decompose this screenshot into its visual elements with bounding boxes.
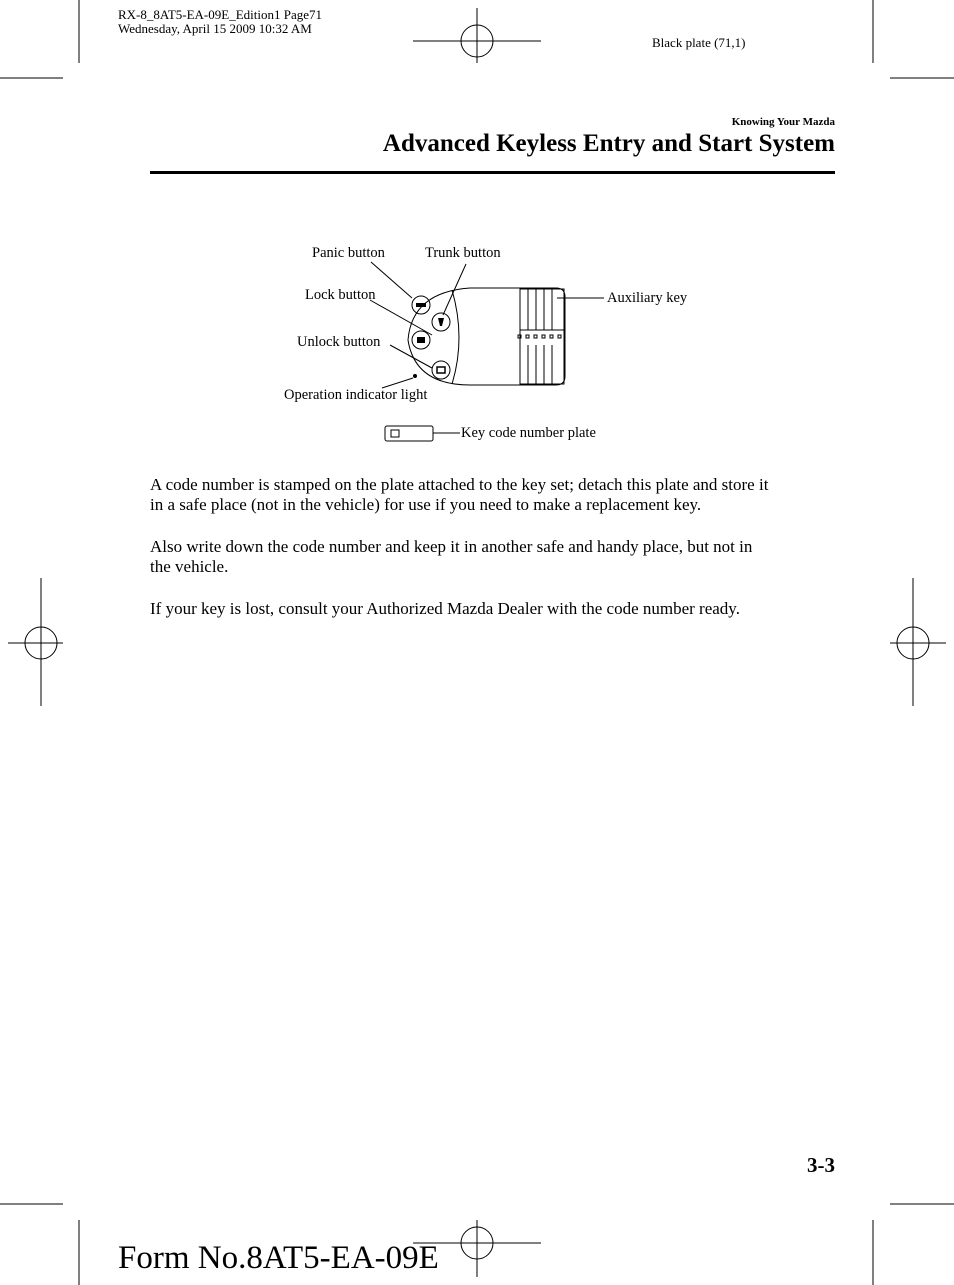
- print-file-line: RX-8_8AT5-EA-09E_Edition1 Page71: [118, 7, 323, 22]
- label-key-code-plate: Key code number plate: [461, 425, 596, 441]
- key-fob-diagram: [0, 0, 954, 460]
- paragraph-code-number: [150, 475, 840, 515]
- label-lock-button: Lock button: [305, 287, 376, 303]
- print-date-line: Wednesday, April 15 2009 10:32 AM: [118, 21, 312, 36]
- label-operation-indicator: Operation indicator light: [284, 387, 428, 403]
- paragraph-line: the vehicle.: [150, 557, 229, 576]
- key-code-plate: [385, 426, 433, 441]
- page-number: 3-3: [807, 1153, 835, 1177]
- label-trunk-button: Trunk button: [425, 245, 501, 261]
- registration-mark-left: [8, 578, 63, 706]
- label-unlock-button: Unlock button: [297, 334, 381, 350]
- paragraph-line: A code number is stamped on the plate attached to the key set; detach this plate and store it: [150, 475, 769, 494]
- paragraph-line: Also write down the code number and keep it in another safe and handy place, but not in: [150, 537, 753, 556]
- label-auxiliary-key: Auxiliary key: [607, 290, 688, 306]
- paragraph-line: If your key is lost, consult your Authorized Mazda Dealer with the code number ready.: [150, 599, 740, 618]
- operation-indicator-light: [414, 375, 417, 378]
- paragraph-line: in a safe place (not in the vehicle) for use if you need to make a replacement key.: [150, 495, 702, 514]
- paragraph-write-down: [150, 537, 840, 577]
- form-number: Form No.8AT5-EA-09E: [118, 1240, 439, 1276]
- label-panic-button: Panic button: [312, 245, 385, 261]
- section-label: Knowing Your Mazda: [731, 116, 835, 128]
- button-panel-edge: [452, 290, 459, 384]
- paragraph-lost-key: [150, 599, 840, 619]
- plate-label: Black plate (71,1): [652, 35, 746, 50]
- unlock-button: [432, 361, 450, 379]
- registration-mark-right: [890, 578, 946, 706]
- page-title: Advanced Keyless Entry and Start System: [382, 130, 835, 157]
